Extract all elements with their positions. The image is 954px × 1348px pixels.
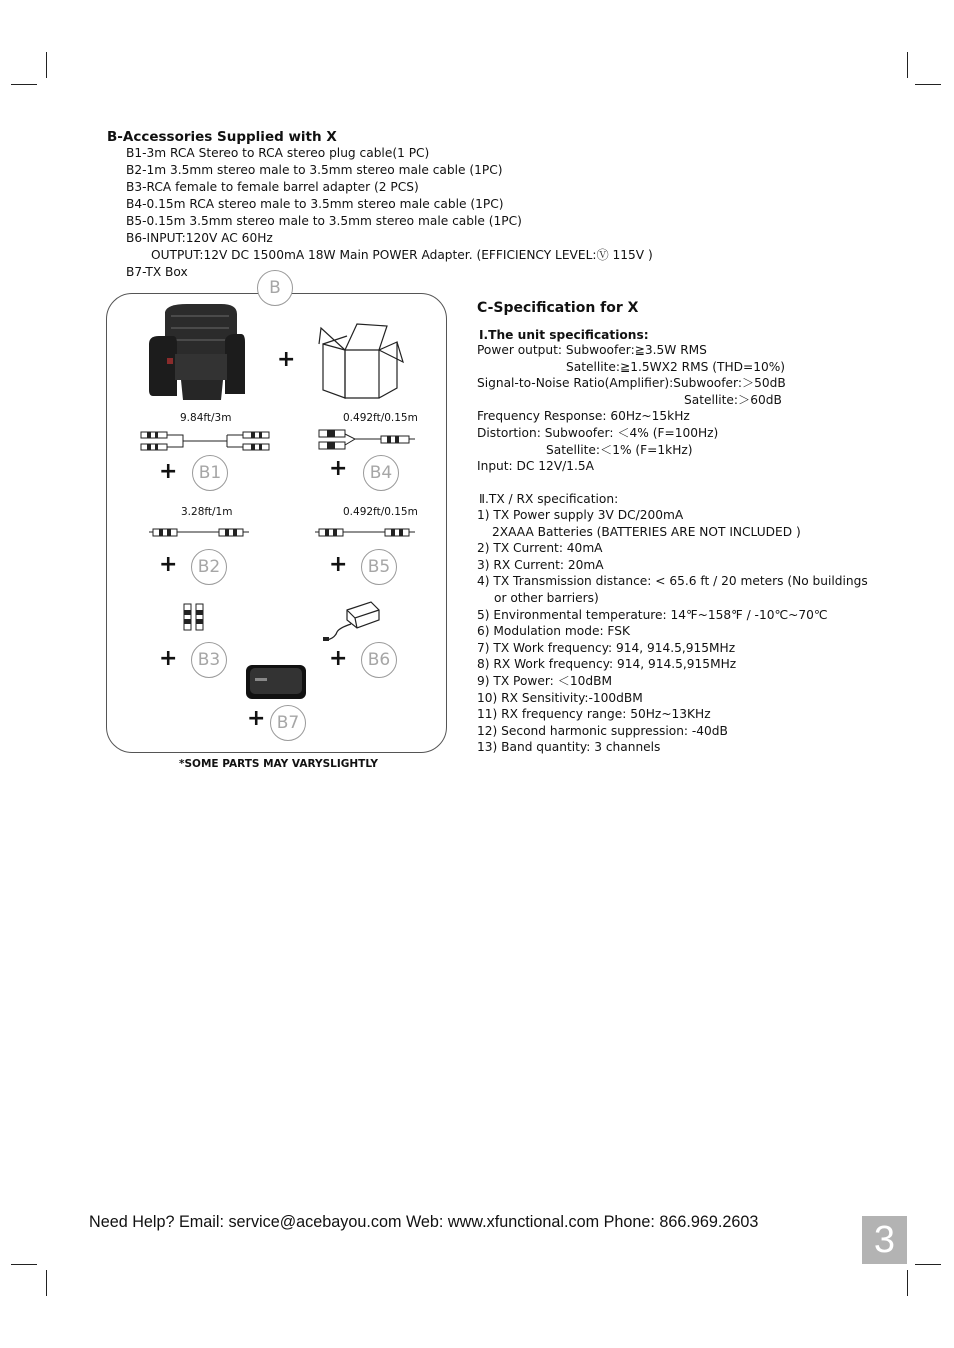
unit-spec-heading: Ⅰ.The unit specifications: (479, 328, 649, 342)
spec-line: 6) Modulation mode: FSK (477, 624, 630, 639)
specification-title: C-Specification for X (477, 300, 639, 316)
plus-sign: + (159, 552, 178, 577)
plus-sign: + (329, 552, 348, 577)
spec-line: 3) RX Current: 20mA (477, 557, 604, 572)
crop-mark (915, 1264, 941, 1265)
barrel-adapter-b3-image (181, 602, 207, 632)
spec-line: 11) RX frequency range: 50Hz~13KHz (477, 707, 711, 722)
box-image (317, 322, 407, 402)
spec-line: Satellite:＜1% (F=1kHz) (546, 442, 693, 457)
badge-b1: B1 (192, 455, 228, 491)
badge-b4: B4 (363, 455, 399, 491)
cable-length-label: 9.84ft/3m (180, 412, 232, 424)
plus-sign: + (329, 456, 348, 481)
spec-line: 2XAAA Batteries (BATTERIES ARE NOT INCLUDED ) (492, 524, 801, 539)
spec-line: 8) RX Work frequency: 914, 914.5,915MHz (477, 657, 737, 672)
crop-mark (915, 84, 941, 85)
spec-line: 2) TX Current: 40mA (477, 541, 603, 556)
accessories-diagram (106, 293, 447, 753)
crop-mark (11, 1264, 37, 1265)
help-contact-text: Need Help? Email: service@acebayou.com Web: www.xfunctional.com Phone: 866.969.2603 (89, 1213, 759, 1231)
plus-sign: + (247, 706, 266, 731)
diagram-header-badge: B (257, 270, 293, 306)
spec-line: Power output: Subwoofer:≧3.5W RMS (477, 343, 707, 357)
accessory-item: B4-0.15m RCA stereo male to 3.5mm stereo male cable (1PC) (126, 197, 504, 211)
page-number: 3 (862, 1216, 907, 1264)
crop-mark (46, 52, 47, 78)
tx-box-b7-image (245, 664, 307, 700)
spec-line: Signal-to-Noise Ratio(Amplifier):Subwoofer:＞50dB (477, 376, 786, 391)
spec-line: 4) TX Transmission distance: < 65.6 ft / 20 meters (No buildings (477, 574, 868, 589)
variation-note: *SOME PARTS MAY VARYSLIGHTLY (179, 758, 378, 770)
crop-mark (907, 1270, 908, 1296)
badge-b3: B3 (191, 642, 227, 678)
cable-length-label: 3.28ft/1m (181, 506, 233, 518)
spec-line: Satellite:≧1.5WX2 RMS (THD=10%) (566, 359, 786, 374)
badge-b2: B2 (191, 549, 227, 585)
crop-mark (907, 52, 908, 78)
accessory-item: OUTPUT:12V DC 1500mA 18W Main POWER Adapter. (EFFICIENCY LEVEL:Ⓥ 115V ) (151, 248, 653, 262)
cable-length-label: 0.492ft/0.15m (343, 506, 418, 518)
cable-length-label: 0.492ft/0.15m (343, 412, 418, 424)
spec-line: 9) TX Power: ＜10dBM (477, 673, 612, 688)
tx-spec-list (477, 507, 868, 756)
power-adapter-b6-image (321, 600, 383, 642)
crop-mark (46, 1270, 47, 1296)
accessory-item: B5-0.15m 3.5mm stereo male to 3.5mm stereo male cable (1PC) (126, 214, 522, 228)
plus-sign: + (329, 646, 348, 671)
recliner-chair-image (147, 302, 247, 402)
spec-line: 12) Second harmonic suppression: -40dB (477, 723, 728, 738)
accessories-title: B-Accessories Supplied with X (107, 129, 337, 145)
plus-sign: + (159, 646, 178, 671)
accessory-item: B3-RCA female to female barrel adapter (2 PCS) (126, 180, 419, 194)
spec-line: Distortion: Subwoofer: ＜4% (F=100Hz) (477, 425, 719, 440)
accessory-item: B7-TX Box (126, 265, 188, 279)
accessory-item: B2-1m 3.5mm stereo male to 3.5mm stereo male cable (1PC) (126, 163, 503, 177)
spec-line: 13) Band quantity: 3 channels (477, 740, 661, 755)
badge-b7: B7 (270, 705, 306, 741)
plus-sign: + (277, 347, 296, 372)
rca-cable-b1-image (139, 430, 271, 452)
spec-line: 7) TX Work frequency: 914, 914.5,915MHz (477, 640, 736, 655)
plus-sign: + (159, 459, 178, 484)
accessories-list (126, 145, 653, 281)
accessory-item: B6-INPUT:120V AC 60Hz (126, 231, 273, 245)
35mm-cable-b2-image (147, 526, 251, 540)
spec-line: Input: DC 12V/1.5A (477, 459, 594, 474)
accessory-item: B1-3m RCA Stereo to RCA stereo plug cable(1 PC) (126, 146, 430, 160)
spec-line: or other barriers) (494, 590, 599, 605)
rca-to-35mm-cable-b4-image (315, 428, 417, 452)
badge-b5: B5 (361, 549, 397, 585)
badge-b6: B6 (361, 642, 397, 678)
35mm-cable-b5-image (313, 526, 417, 540)
spec-line: 1) TX Power supply 3V DC/200mA (477, 508, 684, 522)
spec-line: Frequency Response: 60Hz~15kHz (477, 409, 690, 424)
spec-line: Satellite:＞60dB (684, 392, 782, 407)
spec-line: 5) Environmental temperature: 14℉~158℉ / -10℃~70℃ (477, 607, 828, 622)
unit-spec-list (477, 342, 786, 475)
tx-spec-heading: Ⅱ.TX / RX specification: (479, 492, 619, 506)
crop-mark (11, 84, 37, 85)
spec-line: 10) RX Sensitivity:-100dBM (477, 690, 643, 705)
